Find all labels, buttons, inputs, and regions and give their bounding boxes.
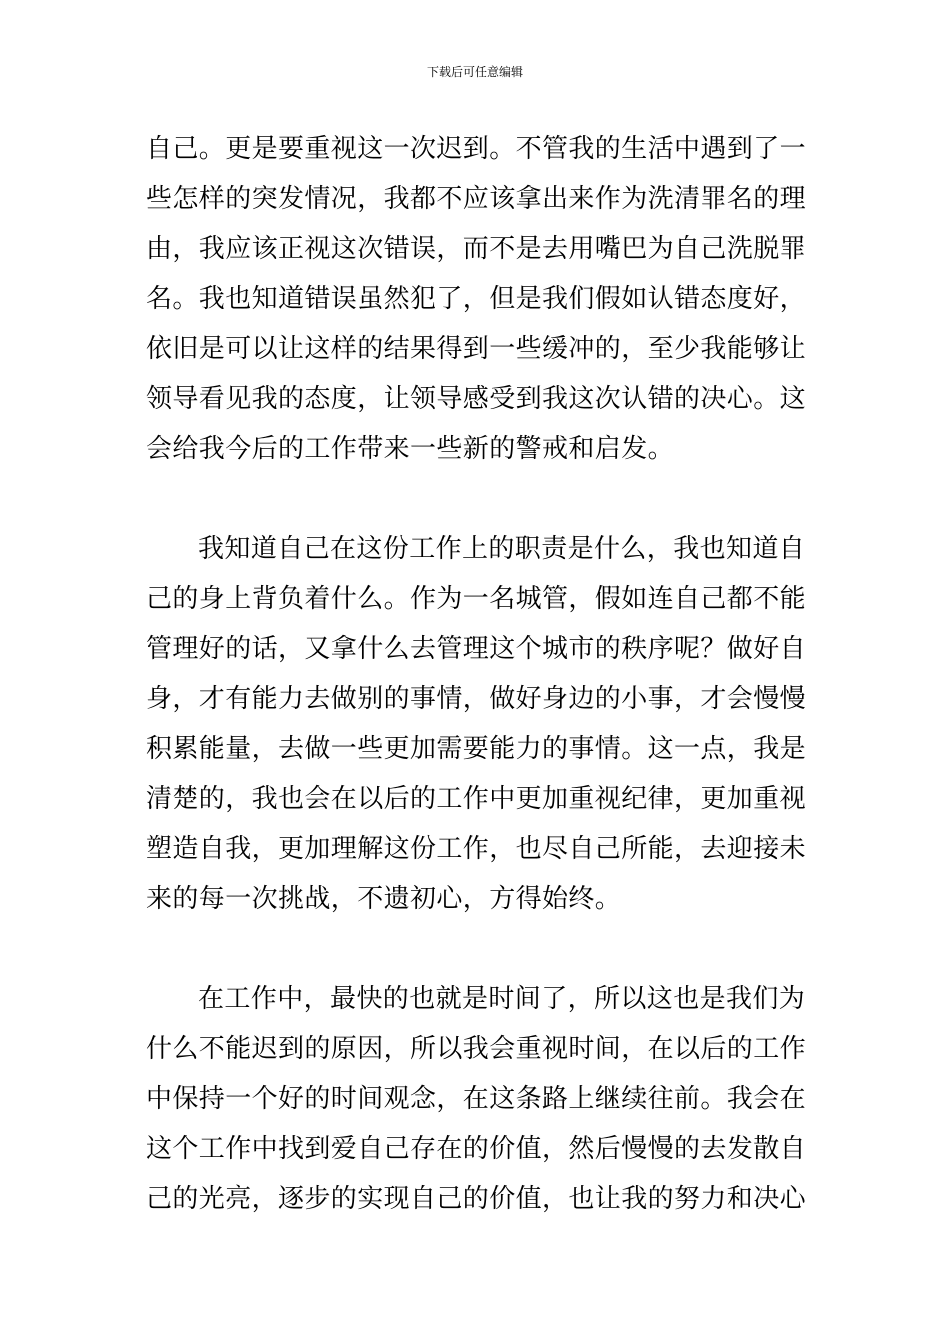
text-line: 由，我应该正视这次错误，而不是去用嘴巴为自己洗脱罪 [146, 234, 807, 264]
text-line: 来的每一次挑战，不遗初心，方得始终。 [146, 884, 622, 914]
text-line: 会给我今后的工作带来一些新的警戒和启发。 [146, 434, 675, 464]
text-line: 管理好的话，又拿什么去管理这个城市的秩序呢？做好自 [146, 634, 807, 664]
paragraph-3 [146, 974, 808, 1224]
text-line: 积累能量，去做一些更加需要能力的事情。这一点，我是 [146, 734, 807, 764]
text-line: 己的身上背负着什么。作为一名城管，假如连自己都不能 [146, 584, 807, 614]
text-line: 名。我也知道错误虽然犯了，但是我们假如认错态度好， [146, 284, 807, 314]
text-line: 清楚的，我也会在以后的工作中更加重视纪律，更加重视 [146, 784, 807, 814]
text-line: 在工作中，最快的也就是时间了，所以这也是我们为 [198, 984, 806, 1014]
text-line: 塑造自我，更加理解这份工作，也尽自己所能，去迎接未 [146, 834, 807, 864]
text-line: 领导看见我的态度，让领导感受到我这次认错的决心。这 [146, 384, 807, 414]
header-note: 下载后可任意编辑 [426, 65, 523, 79]
text-line: 我知道自己在这份工作上的职责是什么，我也知道自 [198, 534, 806, 564]
text-line: 这个工作中找到爱自己存在的价值，然后慢慢的去发散自 [146, 1134, 807, 1164]
paragraph-spacer [146, 474, 808, 524]
text-line: 自己。更是要重视这一次迟到。不管我的生活中遇到了一 [146, 134, 807, 164]
text-line: 中保持一个好的时间观念，在这条路上继续往前。我会在 [146, 1084, 807, 1114]
text-line: 些怎样的突发情况，我都不应该拿出来作为洗清罪名的理 [146, 184, 807, 214]
text-line: 依旧是可以让这样的结果得到一些缓冲的，至少我能够让 [146, 334, 807, 364]
text-line: 什么不能迟到的原因，所以我会重视时间，在以后的工作 [146, 1034, 807, 1064]
document-body [146, 124, 808, 1224]
text-line: 身，才有能力去做别的事情，做好身边的小事，才会慢慢 [146, 684, 807, 714]
paragraph-2 [146, 524, 808, 924]
paragraph-spacer [146, 924, 808, 974]
paragraph-1 [146, 124, 808, 474]
text-line: 己的光亮，逐步的实现自己的价值，也让我的努力和决心 [146, 1184, 807, 1214]
